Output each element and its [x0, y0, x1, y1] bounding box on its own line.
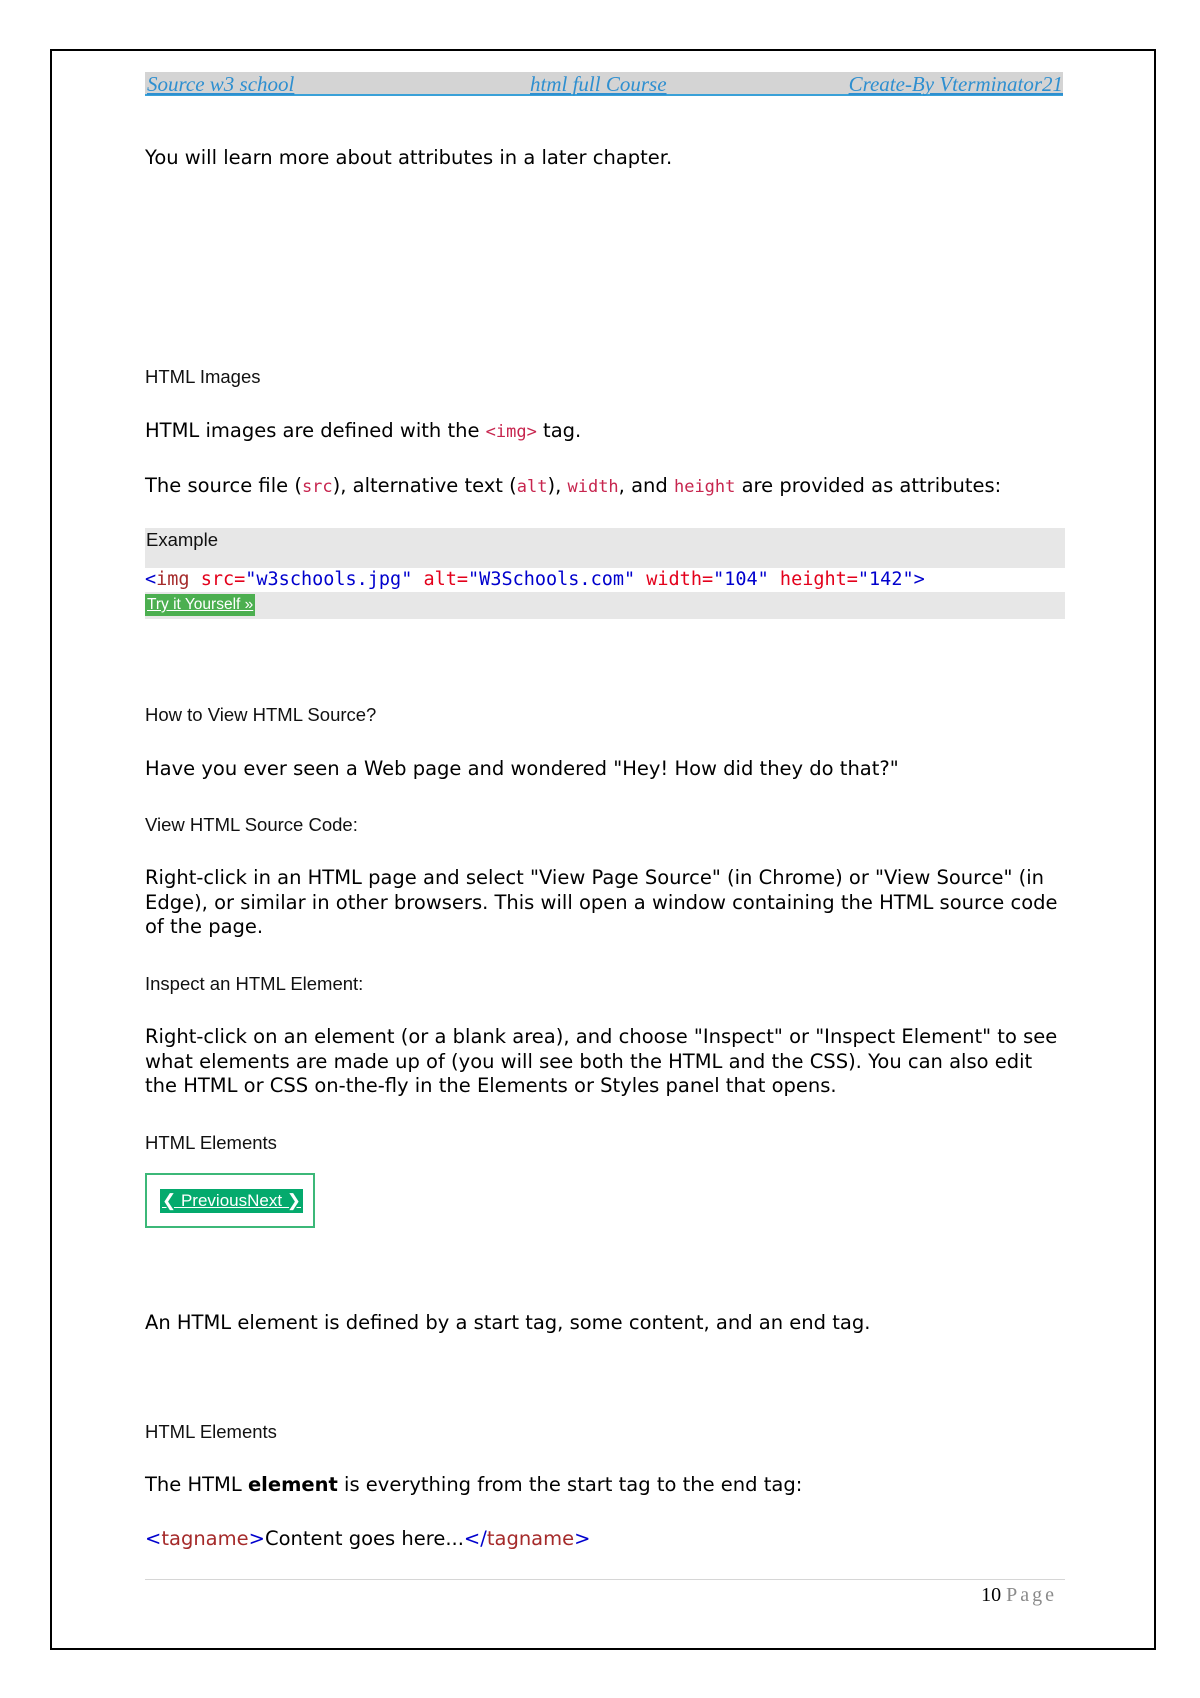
code-val-height: "142"	[857, 569, 914, 590]
syntax-content: Content goes here...	[264, 1527, 464, 1550]
tagname-syntax	[145, 1527, 590, 1551]
images-line2-text-e: are provided as attributes:	[735, 474, 1002, 497]
intro-text: You will learn more about attributes in a later chapter.	[145, 146, 673, 169]
code-val-src: "w3schools.jpg"	[245, 569, 413, 590]
view-source-question: Have you ever seen a Web page and wondered "Hey! How did they do that?"	[145, 757, 899, 780]
page-number: 10	[981, 1584, 1002, 1606]
view-source-subheading: View HTML Source Code:	[145, 814, 358, 835]
view-source-heading: How to View HTML Source?	[145, 704, 377, 725]
images-line2-text-b: ), alternative text (	[332, 474, 517, 497]
syntax-close-close: >	[574, 1527, 591, 1550]
prev-next-nav	[145, 1173, 315, 1228]
images-line1	[145, 419, 581, 444]
try-it-yourself-button[interactable]: Try it Yourself »	[145, 594, 255, 616]
code-attr-height: height=	[768, 569, 858, 590]
element-desc-post: is everything from the start tag to the end tag:	[337, 1473, 803, 1496]
element-definition: An HTML element is defined by a start tag, some content, and an end tag.	[145, 1311, 871, 1334]
element-desc-pre: The HTML	[145, 1473, 248, 1496]
elements-heading-2: HTML Elements	[145, 1421, 277, 1442]
syntax-close-bracket: </	[463, 1527, 487, 1550]
code-val-width: "104"	[713, 569, 769, 590]
images-line2-text-a: The source file (	[145, 474, 302, 497]
header-author-link[interactable]: Create-By Vterminator21	[848, 72, 1063, 96]
example-code	[145, 568, 1065, 592]
images-line2-text-d: , and	[618, 474, 674, 497]
footer-divider	[145, 1579, 1065, 1580]
images-line2-text-c: ),	[547, 474, 568, 497]
images-line1-pre: HTML images are defined with the	[145, 419, 486, 442]
img-tag-code: <img>	[485, 422, 537, 442]
code-attr-width: width=	[635, 569, 714, 590]
example-label-bar	[145, 528, 1065, 568]
view-source-paragraph: Right-click in an HTML page and select "View Page Source" (in Chrome) or "View Source" (in Edge), or similar in other browsers. This will open a window containing the HTML source code of the page.	[145, 866, 1058, 938]
page-number-footer	[981, 1584, 1057, 1607]
inspect-subheading: Inspect an HTML Element:	[145, 973, 364, 994]
elements-heading: HTML Elements	[145, 1132, 277, 1153]
images-heading: HTML Images	[145, 366, 261, 387]
syntax-open-bracket: <	[145, 1527, 162, 1550]
example-box	[145, 528, 1065, 619]
syntax-close-tag: tagname	[486, 1527, 575, 1550]
header-course-link[interactable]: html full Course	[530, 72, 667, 96]
page-header	[145, 72, 1063, 96]
page-word: Page	[1006, 1584, 1057, 1606]
width-code: width	[567, 477, 619, 497]
code-tag: img	[156, 569, 190, 590]
example-label: Example	[146, 529, 218, 550]
element-desc-bold: element	[247, 1473, 338, 1496]
images-line1-post: tag.	[536, 419, 582, 442]
element-description	[145, 1473, 802, 1497]
code-attr-alt: alt=	[412, 569, 469, 590]
page-border	[50, 49, 1156, 1650]
previous-next-button[interactable]: ❮ PreviousNext ❯	[160, 1189, 303, 1213]
height-code: height	[673, 477, 736, 497]
code-open-bracket: <	[145, 569, 157, 590]
alt-code: alt	[516, 477, 548, 497]
code-attr-src: src=	[189, 569, 246, 590]
images-line2	[145, 474, 1001, 499]
syntax-open-tag: tagname	[161, 1527, 249, 1550]
src-code: src	[301, 477, 333, 497]
inspect-paragraph: Right-click on an element (or a blank area), and choose "Inspect" or "Inspect Element" to see what elements are made up of (you will see both the HTML and the CSS). You can also edit the HTML or CSS on-the-fly in the Elements or Styles panel that opens.	[145, 1025, 1058, 1097]
syntax-open-close: >	[248, 1527, 265, 1550]
code-close-bracket: >	[913, 569, 925, 590]
code-val-alt: "W3Schools.com"	[468, 569, 636, 590]
header-source-link[interactable]: Source w3 school	[147, 72, 295, 96]
